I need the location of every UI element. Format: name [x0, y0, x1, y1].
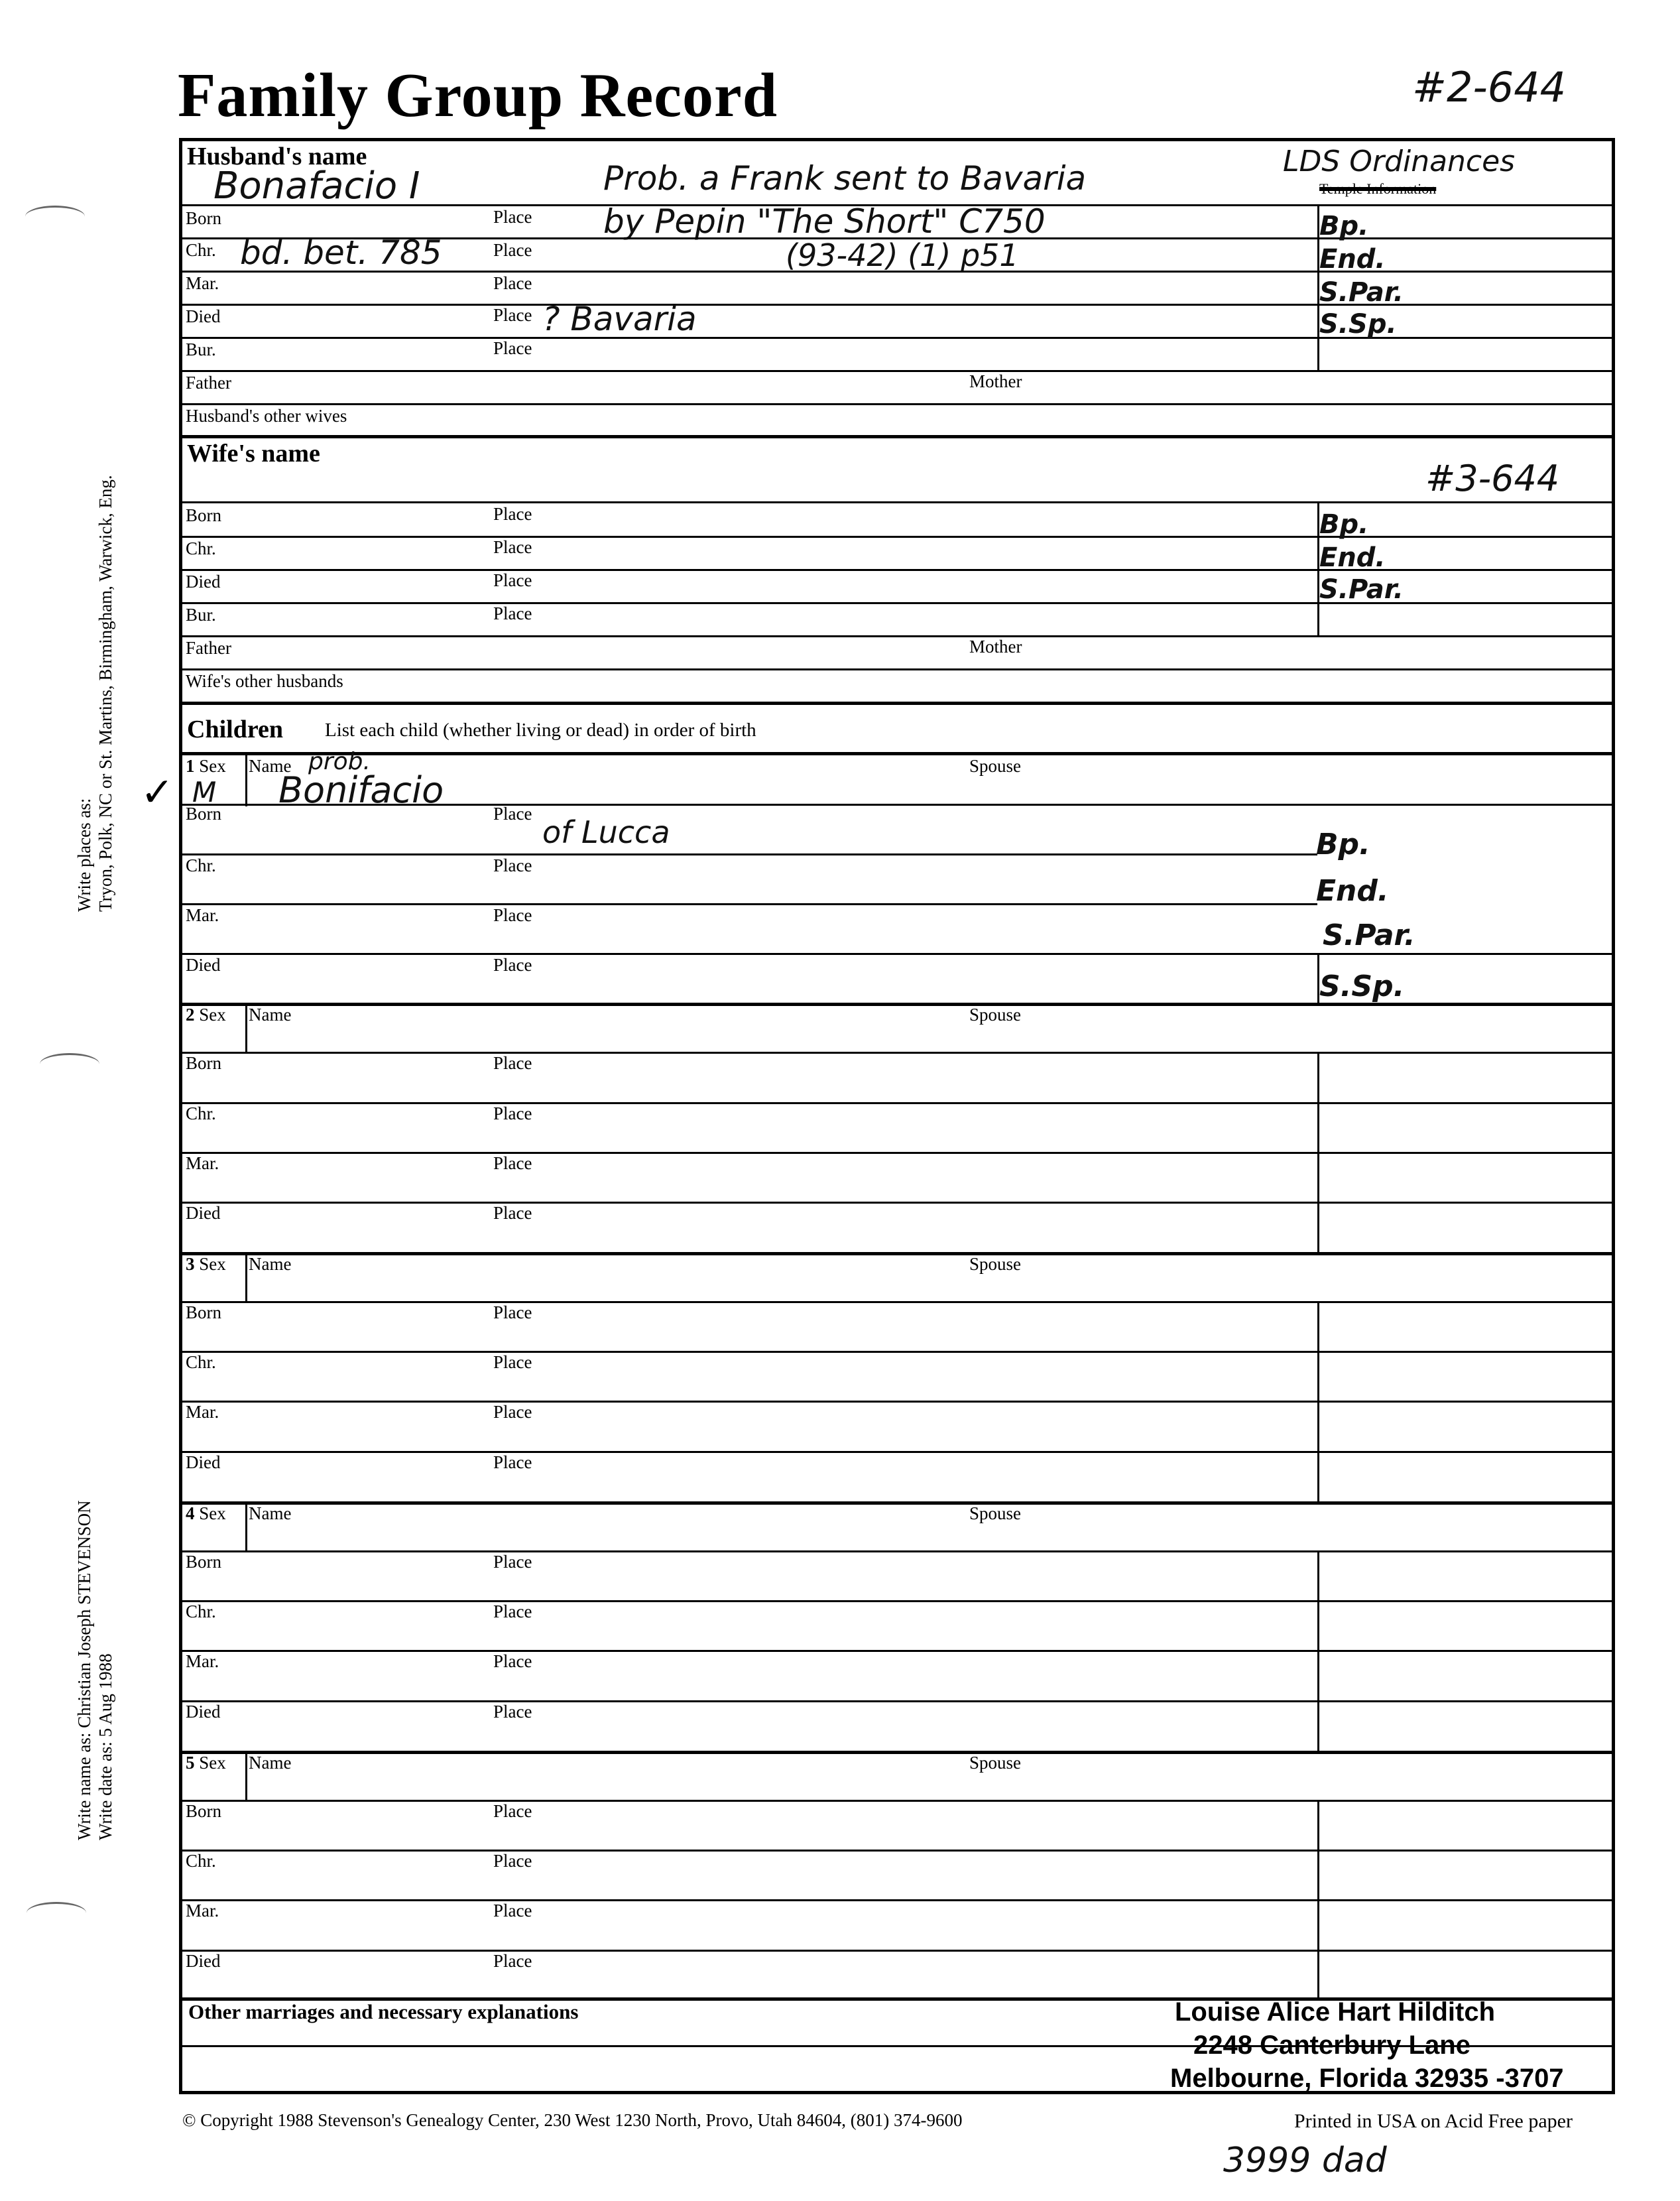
divider	[180, 903, 1317, 905]
child-2-spouse-label: Spouse	[969, 1005, 1022, 1025]
ordinance-column-line	[1317, 1550, 1319, 1751]
child-4-mar-place-label: Place	[493, 1651, 532, 1671]
wife-bur-label: Bur.	[186, 605, 216, 625]
child-1-sex-value: M	[192, 776, 217, 808]
husband-chr-label: Chr.	[186, 240, 216, 260]
divider	[180, 1550, 1614, 1552]
binder-hole-mark	[27, 1902, 86, 1924]
places-note-line1: Write places as:	[74, 798, 94, 912]
divider	[180, 536, 1614, 538]
child-5-born-place-label: Place	[493, 1801, 532, 1821]
child-4-spouse-label: Spouse	[969, 1503, 1022, 1523]
divider	[180, 953, 1614, 955]
wife-born-label: Born	[186, 505, 221, 525]
child-1-born-place-value: of Lucca	[542, 814, 670, 850]
date-note-line2: Write date as: 5 Aug 1988	[95, 1653, 115, 1840]
husband-chr-value: bd. bet. 785	[240, 233, 442, 272]
husband-note-line1: Prob. a Frank sent to Bavaria	[603, 159, 1087, 198]
child-3-spouse-label: Spouse	[969, 1254, 1022, 1274]
children-section-label: Children	[187, 716, 284, 743]
divider	[180, 1950, 1614, 1952]
child-3-died-label: Died	[186, 1452, 221, 1472]
section-divider	[180, 752, 1614, 755]
child-4-number: 4	[186, 1503, 195, 1523]
husband-died-label: Died	[186, 306, 221, 326]
child-2-mar-place-label: Place	[493, 1153, 532, 1173]
child-4-mar-label: Mar.	[186, 1651, 219, 1671]
lds-ordinances-header: LDS Ordinances	[1283, 145, 1516, 178]
child-1-name-prefix: prob.	[308, 748, 371, 775]
child-1-sex-label: Sex	[199, 756, 226, 776]
child-1-number: 1	[186, 756, 195, 776]
husband-died-place-value: ? Bavaria	[542, 300, 697, 338]
children-instruction: List each child (whether living or dead) in order of birth	[325, 720, 756, 741]
sex-name-divider	[245, 1004, 247, 1052]
divider	[180, 1451, 1614, 1453]
temple-info-struck: Temple Information	[1319, 180, 1437, 197]
child-4-born-label: Born	[186, 1552, 221, 1572]
printed-notice: Printed in USA on Acid Free paper	[1294, 2110, 1573, 2132]
sex-name-divider	[245, 1752, 247, 1800]
husband-ordinance-bp: Bp.	[1319, 211, 1369, 241]
husband-name-value: Bonafacio I	[213, 164, 420, 208]
child-5-chr-label: Chr.	[186, 1851, 216, 1871]
divider	[180, 668, 1614, 670]
child-5-sex-label: Sex	[199, 1753, 226, 1773]
husband-ordinance-end: End.	[1319, 244, 1386, 275]
child-1-name-label: Name	[249, 756, 292, 776]
child-5-died-place-label: Place	[493, 1951, 532, 1971]
divider	[180, 804, 1614, 806]
wife-bur-place-label: Place	[493, 603, 532, 623]
divider	[180, 204, 1614, 206]
child-3-chr-label: Chr.	[186, 1352, 216, 1372]
child-2-born-place-label: Place	[493, 1053, 532, 1073]
child-1-died-label: Died	[186, 955, 221, 975]
husband-bur-place-label: Place	[493, 338, 532, 358]
child-2-died-place-label: Place	[493, 1203, 532, 1223]
divider	[180, 1301, 1614, 1303]
divider	[180, 1600, 1614, 1602]
husband-ordinance-spar: S.Par.	[1319, 277, 1404, 308]
address-stamp-city: Melbourne, Florida 32935 -3707	[1170, 2064, 1564, 2093]
divider	[180, 635, 1614, 637]
husband-ordinance-ssp: S.Sp.	[1319, 309, 1397, 340]
footer-handwritten-code: 3999 dad	[1223, 2141, 1387, 2180]
husband-bur-label: Bur.	[186, 340, 216, 359]
divider	[180, 1202, 1614, 1204]
husband-born-place-label: Place	[493, 207, 532, 227]
child-5-born-label: Born	[186, 1801, 221, 1821]
divider	[180, 1102, 1614, 1104]
child-1-ordinance-ssp: S.Sp.	[1319, 970, 1405, 1003]
wife-father-label: Father	[186, 638, 231, 658]
name-note-line1: Write name as: Christian Joseph STEVENSON	[74, 1500, 94, 1840]
child-4-died-place-label: Place	[493, 1702, 532, 1722]
husband-mar-label: Mar.	[186, 273, 219, 293]
page-title: Family Group Record	[178, 61, 778, 130]
husband-note-line2: by Pepin "The Short" C750	[603, 202, 1046, 241]
child-3-born-place-label: Place	[493, 1302, 532, 1322]
child-5-spouse-label: Spouse	[969, 1753, 1022, 1773]
wife-ordinance-bp: Bp.	[1319, 509, 1369, 540]
husband-mar-place-label: Place	[493, 273, 532, 293]
divider	[180, 1700, 1614, 1702]
child-divider	[180, 1252, 1614, 1255]
divider	[180, 501, 1614, 503]
child-1-born-label: Born	[186, 804, 221, 824]
child-1-ordinance-bp: Bp.	[1316, 828, 1370, 861]
husband-note-line3: (93-42) (1) p51	[786, 237, 1019, 273]
child-1-mar-place-label: Place	[493, 905, 532, 925]
divider	[180, 853, 1317, 855]
child-2-chr-place-label: Place	[493, 1103, 532, 1123]
wife-died-place-label: Place	[493, 570, 532, 590]
child-1-died-place-label: Place	[493, 955, 532, 975]
address-stamp-name: Louise Alice Hart Hilditch	[1175, 1997, 1496, 2027]
divider	[180, 1850, 1614, 1852]
child-3-name-label: Name	[249, 1254, 292, 1274]
ordinance-column-line	[1317, 1301, 1319, 1501]
child-1-name-value: Bonifacio	[278, 769, 444, 811]
wife-section-label: Wife's name	[187, 440, 320, 468]
copyright-notice: © Copyright 1988 Stevenson's Genealogy Center, 230 West 1230 North, Provo, Utah 84604, (801) 374-9600	[182, 2110, 963, 2130]
child-3-mar-label: Mar.	[186, 1402, 219, 1422]
child-5-chr-place-label: Place	[493, 1851, 532, 1871]
child-3-born-label: Born	[186, 1302, 221, 1322]
husband-born-label: Born	[186, 208, 221, 228]
husband-father-label: Father	[186, 373, 231, 393]
child-1-chr-label: Chr.	[186, 855, 216, 875]
child-2-mar-label: Mar.	[186, 1153, 219, 1173]
child-2-chr-label: Chr.	[186, 1103, 216, 1123]
child-1-ordinance-end: End.	[1316, 874, 1389, 908]
other-marriages-label: Other marriages and necessary explanations	[188, 2000, 579, 2023]
divider	[180, 370, 1614, 372]
child-4-born-place-label: Place	[493, 1552, 532, 1572]
child-3-died-place-label: Place	[493, 1452, 532, 1472]
child-4-died-label: Died	[186, 1702, 221, 1722]
wife-record-number: #3-644	[1425, 458, 1560, 499]
husband-other-wives-label: Husband's other wives	[186, 406, 347, 426]
divider	[180, 1401, 1614, 1403]
divider	[180, 1351, 1614, 1353]
husband-died-place-label: Place	[493, 305, 532, 325]
ordinance-column-line	[1317, 1052, 1319, 1252]
child-5-mar-place-label: Place	[493, 1901, 532, 1920]
wife-mother-label: Mother	[969, 637, 1022, 657]
child-2-sex-label: Sex	[199, 1005, 226, 1025]
husband-section-label: Husband's name	[187, 143, 367, 170]
child-2-name-label: Name	[249, 1005, 292, 1025]
divider	[180, 1800, 1614, 1802]
sex-name-divider	[245, 1253, 247, 1301]
divider	[180, 337, 1614, 339]
wife-ordinance-spar: S.Par.	[1319, 574, 1404, 605]
child-1-chr-place-label: Place	[493, 855, 532, 875]
wife-chr-place-label: Place	[493, 537, 532, 557]
husband-mother-label: Mother	[969, 371, 1022, 391]
places-note-line2: Tryon, Polk, NC or St. Martins, Birmingham, Warwick, Eng.	[95, 475, 115, 912]
section-divider	[180, 702, 1614, 705]
ordinance-column-line	[1317, 1800, 1319, 1997]
divider	[180, 1899, 1614, 1901]
child-4-chr-place-label: Place	[493, 1602, 532, 1621]
child-1-born-place-label: Place	[493, 804, 532, 824]
wife-born-place-label: Place	[493, 504, 532, 524]
sex-name-divider	[245, 753, 247, 806]
wife-chr-label: Chr.	[186, 538, 216, 558]
binder-hole-mark	[25, 206, 85, 227]
child-3-sex-label: Sex	[199, 1254, 226, 1274]
child-2-born-label: Born	[186, 1053, 221, 1073]
address-stamp-street: 2248 Canterbury Lane	[1193, 2031, 1470, 2060]
child-3-mar-place-label: Place	[493, 1402, 532, 1422]
child-divider	[180, 1751, 1614, 1754]
child-5-mar-label: Mar.	[186, 1901, 219, 1920]
child-4-name-label: Name	[249, 1503, 292, 1523]
husband-chr-place-label: Place	[493, 240, 532, 260]
child-5-number: 5	[186, 1753, 195, 1773]
child-divider	[180, 1501, 1614, 1505]
child-4-chr-label: Chr.	[186, 1602, 216, 1621]
wife-died-label: Died	[186, 572, 221, 592]
sex-name-divider	[245, 1503, 247, 1550]
wife-other-husbands-label: Wife's other husbands	[186, 671, 343, 691]
child-2-number: 2	[186, 1005, 195, 1025]
checkmark-icon: ✓	[141, 771, 174, 814]
child-4-sex-label: Sex	[199, 1503, 226, 1523]
divider	[180, 1052, 1614, 1054]
child-1-ordinance-spar: S.Par.	[1323, 918, 1415, 952]
section-divider	[180, 435, 1614, 438]
child-3-number: 3	[186, 1254, 195, 1274]
divider	[180, 403, 1614, 405]
child-2-died-label: Died	[186, 1203, 221, 1223]
binder-hole-mark	[40, 1053, 99, 1075]
wife-ordinance-end: End.	[1319, 542, 1386, 573]
divider	[180, 1152, 1614, 1154]
divider	[180, 569, 1614, 571]
child-3-chr-place-label: Place	[493, 1352, 532, 1372]
child-1-spouse-label: Spouse	[969, 756, 1022, 776]
child-5-name-label: Name	[249, 1753, 292, 1773]
child-1-mar-label: Mar.	[186, 905, 219, 925]
child-5-died-label: Died	[186, 1951, 221, 1971]
record-number: #2-644	[1412, 63, 1567, 111]
divider	[180, 1650, 1614, 1652]
